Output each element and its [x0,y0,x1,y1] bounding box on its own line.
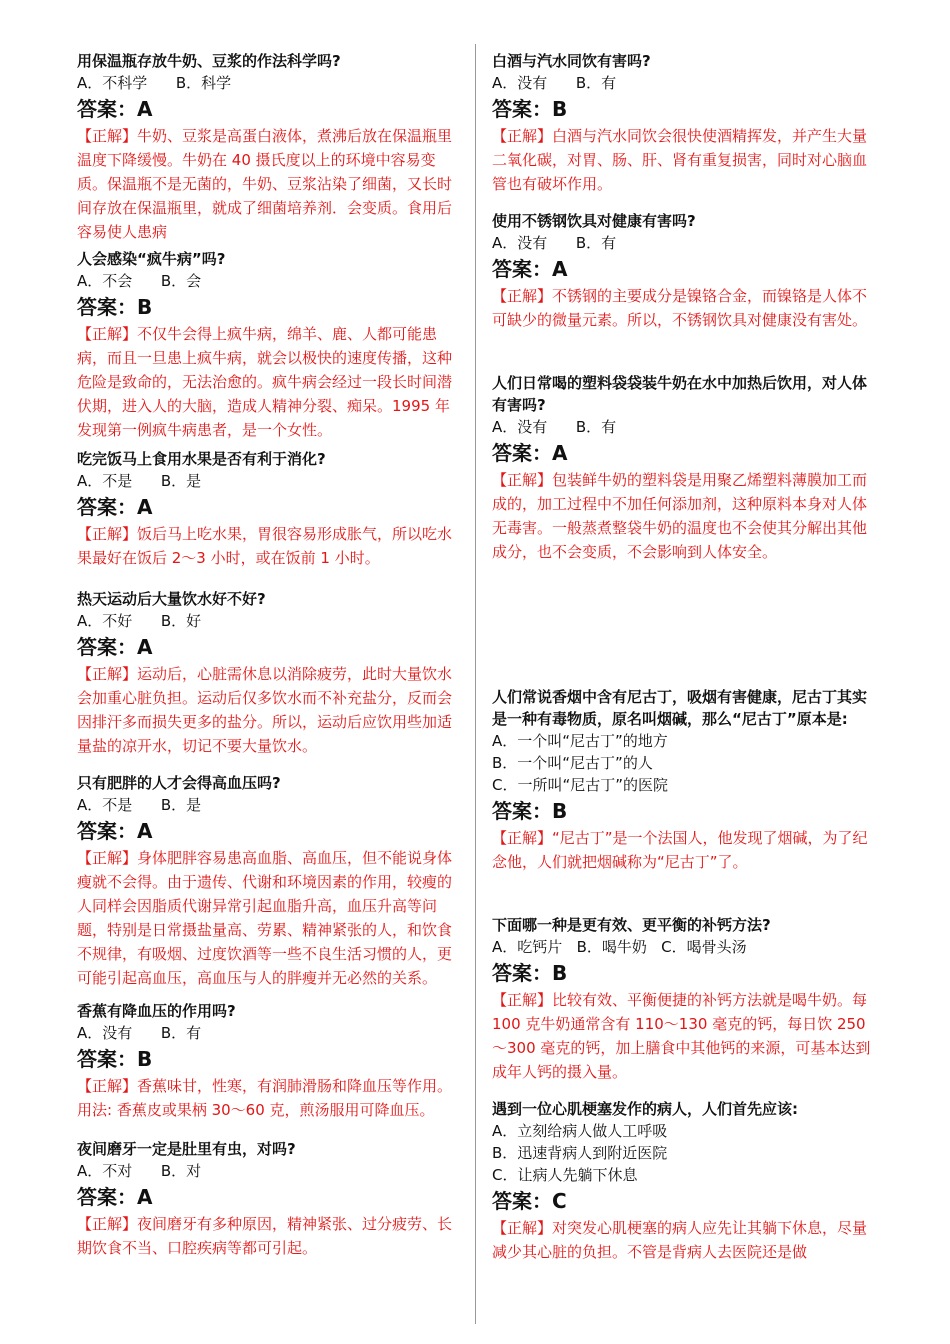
quiz-item [77,772,463,990]
question-text: 用保温瓶存放牛奶、豆浆的作法科学吗? [77,52,341,70]
quiz-item [77,448,463,570]
question-text: 人会感染“疯牛病”吗? [77,250,226,268]
question-text: 下面哪一种是更有效、更平衡的补钙方法? [492,916,771,934]
quiz-item [77,248,463,442]
quiz-item [77,588,463,758]
explanation-text: 【正解】对突发心肌梗塞的病人应先让其躺下休息，尽量减少其心脏的负担。不管是背病人去医院还是做 [492,1219,868,1261]
options-line: A．没有 B．有 [492,234,617,252]
explanation-text: 【正解】身体肥胖容易患高血脂、高血压，但不能说身体瘦就不会得。由于遗传、代谢和环境因素的作用，较瘦的人同样会因脂质代谢异常引起血脂升高，血压升高等问题，特别是日常摄盐量高、劳累、精神紧张的人，和饮食不规律，有吸烟、过度饮酒等一些不良生活习惯的人，更可能引起高血压，高血压与人的胖瘦并无必然的关系。 [77,849,453,987]
explanation-text: 【正解】夜间磨牙有多种原因，精神紧张、过分疲劳、长期饮食不当、口腔疾病等都可引起。 [77,1215,453,1257]
explanation-text: 【正解】比较有效、平衡便捷的补钙方法就是喝牛奶。每 100 克牛奶通常含有 110～130 毫克的钙，每日饮 250～300 毫克的钙，加上膳食中其他钙的来源，可基本达到成年人钙的摄入量。 [492,991,871,1081]
answer-label: 答案：A [77,819,153,843]
explanation-text: 【正解】香蕉味甘，性寒，有润肺滑肠和降血压等作用。用法: 香蕉皮或果柄 30～60 克，煎汤服用可降血压。 [77,1077,453,1119]
quiz-item [492,372,878,564]
quiz-item [492,210,878,332]
answer-label: 答案：B [492,799,568,823]
options-line: A．不会 B．会 [77,272,202,290]
question-text: 只有肥胖的人才会得高血压吗? [77,774,281,792]
quiz-item [492,50,878,196]
explanation-text: 【正解】不仅牛会得上疯牛病，绵羊、鹿、人都可能患病，而且一旦患上疯牛病，就会以极快的速度传播，这种危险是致命的，无法治愈的。疯牛病会经过一段长时间潜伏期，进入人的大脑，造成人精神分裂、痴呆。1995 年发现第一例疯牛病患者，是一个女性。 [77,325,453,439]
explanation-text: 【正解】不锈钢的主要成分是镍铬合金，而镍铬是人体不可缺少的微量元素。所以，不锈钢饮具对健康没有害处。 [492,287,868,329]
column-divider [475,44,476,1324]
options-line: B．迅速背病人到附近医院 [492,1144,668,1162]
options-line: C．一所叫“尼古丁”的医院 [492,776,669,794]
explanation-text: 【正解】白酒与汽水同饮会很快使酒精挥发，并产生大量二氧化碳，对胃、肠、肝、肾有重复损害，同时对心脑血管也有破坏作用。 [492,127,868,193]
question-text: 使用不锈钢饮具对健康有害吗? [492,212,696,230]
quiz-item [492,1098,878,1264]
question-text: 吃完饭马上食用水果是否有利于消化? [77,450,326,468]
explanation-text: 【正解】运动后，心脏需休息以消除疲劳，此时大量饮水会加重心脏负担。运动后仅多饮水而不补充盐分，反而会因排汗多而损失更多的盐分。所以，运动后应饮用些加适量盐的凉开水，切记不要大量饮水。 [77,665,453,755]
options-line: A．吃钙片 B．喝牛奶 C．喝骨头汤 [492,938,747,956]
question-text: 遇到一位心肌梗塞发作的病人，人们首先应该: [492,1100,799,1118]
question-text: 人们常说香烟中含有尼古丁，吸烟有害健康，尼古丁其实是一种有毒物质，原名叫烟碱，那么“尼古丁”原本是: [492,688,868,728]
options-line: A．不是 B．是 [77,472,202,490]
answer-label: 答案：B [492,97,568,121]
quiz-item [492,686,878,874]
options-line: A．没有 B．有 [492,74,617,92]
options-line: B．一个叫“尼古丁”的人 [492,754,653,772]
answer-label: 答案：B [77,1047,153,1071]
options-line: A．没有 B．有 [492,418,617,436]
answer-label: 答案：A [492,257,568,281]
options-line: C．让病人先躺下休息 [492,1166,638,1184]
question-text: 白酒与汽水同饮有害吗? [492,52,651,70]
answer-label: 答案：C [492,1189,567,1213]
quiz-item [77,1138,463,1260]
quiz-item [77,1000,463,1122]
options-line: A．不好 B．好 [77,612,202,630]
answer-label: 答案：B [77,295,153,319]
options-line: A．一个叫“尼古丁”的地方 [492,732,668,750]
answer-label: 答案：A [77,495,153,519]
explanation-text: 【正解】包装鲜牛奶的塑料袋是用聚乙烯塑料薄膜加工而成的，加工过程中不加任何添加剂，这种原料本身对人体无毒害。一般蒸煮整袋牛奶的温度也不会使其分解出其他成分，也不会变质，不会影响到人体安全。 [492,471,868,561]
explanation-text: 【正解】“尼古丁”是一个法国人，他发现了烟碱，为了纪念他，人们就把烟碱称为“尼古丁”了。 [492,829,868,871]
question-text: 夜间磨牙一定是肚里有虫，对吗? [77,1140,296,1158]
question-text: 人们日常喝的塑料袋袋装牛奶在水中加热后饮用，对人体有害吗? [492,374,868,414]
answer-label: 答案：A [77,635,153,659]
options-line: A．没有 B．有 [77,1024,202,1042]
explanation-text: 【正解】饭后马上吃水果，胃很容易形成胀气，所以吃水果最好在饭后 2～3 小时，或在饭前 1 小时。 [77,525,453,567]
answer-label: 答案：A [492,441,568,465]
options-line: A．立刻给病人做人工呼吸 [492,1122,668,1140]
answer-label: 答案：A [77,1185,153,1209]
options-line: A．不对 B．对 [77,1162,202,1180]
options-line: A．不是 B．是 [77,796,202,814]
explanation-text: 【正解】牛奶、豆浆是高蛋白液体，煮沸后放在保温瓶里温度下降缓慢。牛奶在 40 摄氏度以上的环境中容易变质。保温瓶不是无菌的，牛奶、豆浆沾染了细菌，又长时间存放在保温瓶里，就成了细菌培养剂．会变质。食用后容易使人患病 [77,127,453,241]
answer-label: 答案：A [77,97,153,121]
question-text: 香蕉有降血压的作用吗? [77,1002,236,1020]
quiz-item [492,914,878,1084]
answer-label: 答案：B [492,961,568,985]
quiz-item [77,50,463,244]
question-text: 热天运动后大量饮水好不好? [77,590,266,608]
options-line: A．不科学 B．科学 [77,74,232,92]
